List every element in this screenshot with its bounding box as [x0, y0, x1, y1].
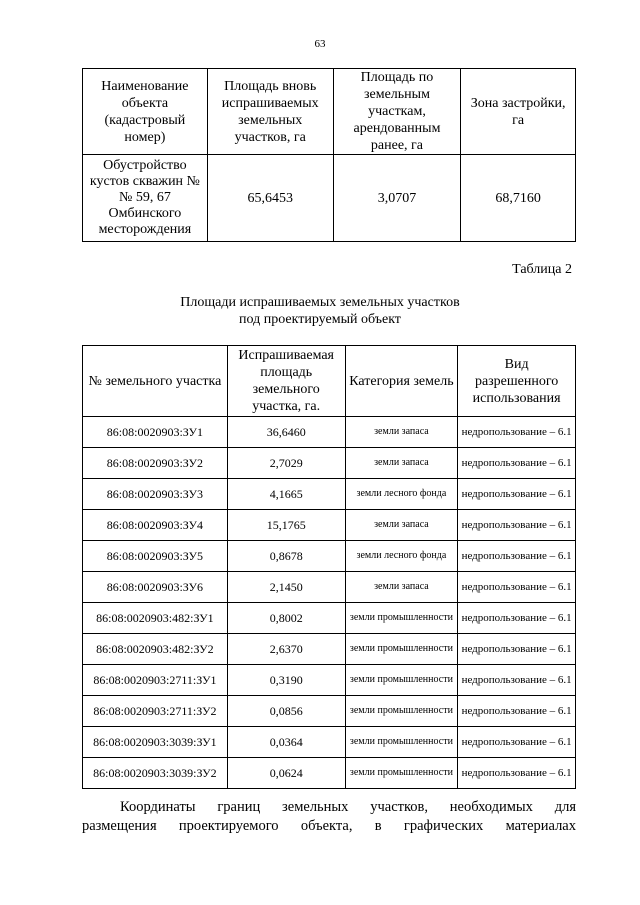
land-category-cell: земли промышленности — [345, 665, 458, 696]
plot-area-cell: 0,3190 — [227, 665, 345, 696]
land-category-cell: земли лесного фонда — [345, 479, 458, 510]
permitted-use-cell: недропользование – 6.1 — [458, 479, 576, 510]
table-title-line: под проектируемый объект — [239, 312, 401, 327]
table-row — [83, 448, 576, 479]
header-build-zone: Зона застройки, га — [461, 69, 576, 155]
plot-area-cell: 2,7029 — [227, 448, 345, 479]
permitted-use-cell: недропользование – 6.1 — [458, 541, 576, 572]
land-category-cell: земли запаса — [345, 448, 458, 479]
table-row — [83, 541, 576, 572]
plot-area-cell: 36,6460 — [227, 417, 345, 448]
table-header-row — [83, 69, 576, 155]
leased-area-cell: 3,0707 — [333, 155, 461, 242]
land-category-cell: земли промышленности — [345, 603, 458, 634]
plot-area-cell: 0,8678 — [227, 541, 345, 572]
header-permitted-use: Вид разрешенного использования — [458, 346, 576, 417]
header-object-name: Наименование объекта (кадастровый номер) — [83, 69, 208, 155]
permitted-use-cell: недропользование – 6.1 — [458, 510, 576, 541]
plot-number-cell: 86:08:0020903:ЗУ2 — [83, 448, 228, 479]
table-row — [83, 603, 576, 634]
paragraph-line: Координаты границ земельных участков, необходимых для — [120, 799, 576, 815]
permitted-use-cell: недропользование – 6.1 — [458, 417, 576, 448]
table-header-row — [83, 346, 576, 417]
plot-area-cell: 15,1765 — [227, 510, 345, 541]
plot-number-cell: 86:08:0020903:482:ЗУ2 — [83, 634, 228, 665]
object-area-table — [82, 68, 576, 242]
land-category-cell: земли промышленности — [345, 727, 458, 758]
table-row — [83, 510, 576, 541]
land-plots-table — [82, 345, 576, 789]
plot-area-cell: 0,0856 — [227, 696, 345, 727]
header-new-area: Площадь вновь испрашиваемых земельных участков, га — [207, 69, 333, 155]
plot-area-cell: 0,0364 — [227, 727, 345, 758]
plot-number-cell: 86:08:0020903:2711:ЗУ2 — [83, 696, 228, 727]
header-plot-number: № земельного участка — [83, 346, 228, 417]
table-row — [83, 155, 576, 242]
plot-number-cell: 86:08:0020903:ЗУ1 — [83, 417, 228, 448]
plot-number-cell: 86:08:0020903:3039:ЗУ1 — [83, 727, 228, 758]
table-row — [83, 417, 576, 448]
permitted-use-cell: недропользование – 6.1 — [458, 727, 576, 758]
plot-number-cell: 86:08:0020903:ЗУ4 — [83, 510, 228, 541]
land-category-cell: земли промышленности — [345, 634, 458, 665]
land-category-cell: земли запаса — [345, 417, 458, 448]
plot-number-cell: 86:08:0020903:ЗУ6 — [83, 572, 228, 603]
header-leased-area: Площадь по земельным участкам, арендованным ранее, га — [333, 69, 461, 155]
permitted-use-cell: недропользование – 6.1 — [458, 448, 576, 479]
permitted-use-cell: недропользование – 6.1 — [458, 758, 576, 789]
permitted-use-cell: недропользование – 6.1 — [458, 696, 576, 727]
permitted-use-cell: недропользование – 6.1 — [458, 572, 576, 603]
build-zone-cell: 68,7160 — [461, 155, 576, 242]
plot-area-cell: 2,1450 — [227, 572, 345, 603]
body-paragraph — [82, 798, 576, 836]
land-category-cell: земли запаса — [345, 510, 458, 541]
table-row — [83, 727, 576, 758]
land-category-cell: земли промышленности — [345, 758, 458, 789]
paragraph-line: размещения проектируемого объекта, в графических материалах — [82, 818, 576, 834]
plot-area-cell: 2,6370 — [227, 634, 345, 665]
header-land-category: Категория земель — [345, 346, 458, 417]
table-row — [83, 634, 576, 665]
new-area-cell: 65,6453 — [207, 155, 333, 242]
table-caption: Таблица 2 — [512, 262, 572, 277]
plot-area-cell: 4,1665 — [227, 479, 345, 510]
plot-number-cell: 86:08:0020903:ЗУ5 — [83, 541, 228, 572]
land-category-cell: земли промышленности — [345, 696, 458, 727]
permitted-use-cell: недропользование – 6.1 — [458, 603, 576, 634]
table-row — [83, 665, 576, 696]
table-title-line: Площади испрашиваемых земельных участков — [180, 295, 460, 310]
plot-number-cell: 86:08:0020903:482:ЗУ1 — [83, 603, 228, 634]
table-row — [83, 758, 576, 789]
permitted-use-cell: недропользование – 6.1 — [458, 665, 576, 696]
land-category-cell: земли лесного фонда — [345, 541, 458, 572]
table-title — [0, 294, 640, 328]
table-row — [83, 479, 576, 510]
plot-number-cell: 86:08:0020903:2711:ЗУ1 — [83, 665, 228, 696]
plot-area-cell: 0,8002 — [227, 603, 345, 634]
plot-number-cell: 86:08:0020903:3039:ЗУ2 — [83, 758, 228, 789]
land-category-cell: земли запаса — [345, 572, 458, 603]
table-row — [83, 572, 576, 603]
page-number: 63 — [314, 38, 326, 50]
plot-number-cell: 86:08:0020903:ЗУ3 — [83, 479, 228, 510]
table-row — [83, 696, 576, 727]
permitted-use-cell: недропользование – 6.1 — [458, 634, 576, 665]
plot-area-cell: 0,0624 — [227, 758, 345, 789]
object-name-cell: Обустройство кустов скважин №№ 59, 67 Омбинского месторождения — [83, 155, 208, 242]
header-plot-area: Испрашиваемая площадь земельного участка, га. — [227, 346, 345, 417]
